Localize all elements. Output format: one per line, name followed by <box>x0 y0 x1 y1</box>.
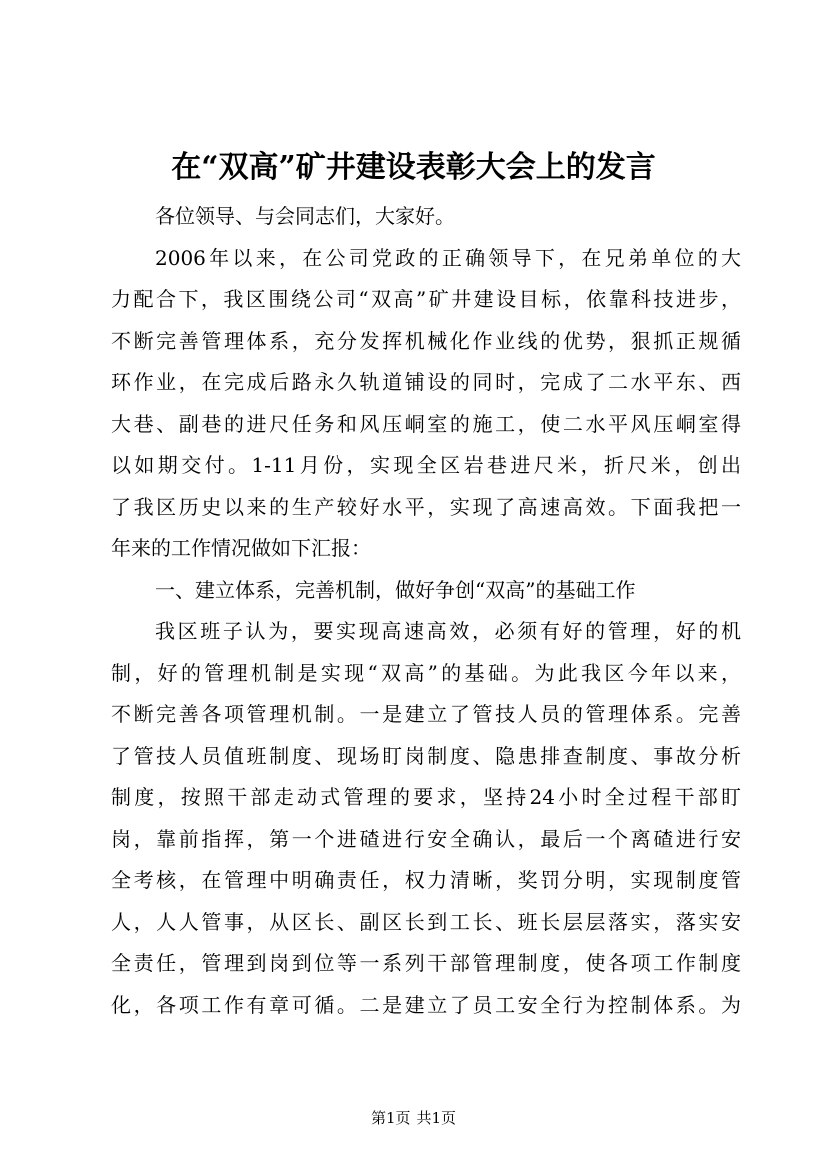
body-line: 不断完善管理体系，充分发挥机械化作业线的优势，狠抓正规循 <box>111 328 741 353</box>
body-line: 2006年以来，在公司党政的正确领导下，在兄弟单位的大 <box>155 245 741 270</box>
body-line: 一、建立体系，完善机制，做好争创“双高”的基础工作 <box>155 577 636 602</box>
page-footer <box>0 1108 827 1128</box>
body-line: 全责任，管理到岗到位等一系列干部管理制度，使各项工作制度 <box>111 951 741 975</box>
body-line: 岗，靠前指挥，第一个进碴进行安全确认，最后一个离碴进行安 <box>111 826 741 851</box>
document-title: 在“双高”矿井建设表彰大会上的发言 <box>171 150 656 185</box>
body-line: 大巷、副巷的进尺任务和风压峒室的施工，使二水平风压峒室得 <box>111 411 741 436</box>
body-line: 年来的工作情况做如下汇报： <box>111 536 371 560</box>
body-line: 了我区历史以来的生产较好水平，实现了高速高效。下面我把一 <box>111 494 741 519</box>
body-line: 了管技人员值班制度、现场盯岗制度、隐患排查制度、事故分析 <box>111 743 741 768</box>
body-line: 化，各项工作有章可循。二是建立了员工安全行为控制体系。为 <box>111 992 741 1017</box>
page-number: 第1页 <box>370 1109 411 1127</box>
body-line: 环作业，在完成后路永久轨道铺设的同时，完成了二水平东、西 <box>111 370 741 394</box>
body-line: 制，好的管理机制是实现“双高”的基础。为此我区今年以来， <box>111 660 741 685</box>
body-line: 各位领导、与会同志们，大家好。 <box>155 204 455 228</box>
document-body <box>111 196 741 1026</box>
body-line: 以如期交付。1-11月份，实现全区岩巷进尺米，折尺米，创出 <box>111 453 741 477</box>
body-line: 人，人人管事，从区长、副区长到工长、班长层层落实，落实安 <box>111 909 741 934</box>
body-line: 力配合下，我区围绕公司“双高”矿井建设目标，依靠科技进步， <box>111 287 741 311</box>
body-line: 全考核，在管理中明确责任，权力清晰，奖罚分明，实现制度管 <box>111 868 741 892</box>
body-line: 制度，按照干部走动式管理的要求，坚持24小时全过程干部盯 <box>111 785 741 809</box>
page-total: 共1页 <box>416 1109 457 1127</box>
body-line: 不断完善各项管理机制。一是建立了管技人员的管理体系。完善 <box>111 702 741 726</box>
body-line: 我区班子认为，要实现高速高效，必须有好的管理，好的机 <box>155 619 741 643</box>
